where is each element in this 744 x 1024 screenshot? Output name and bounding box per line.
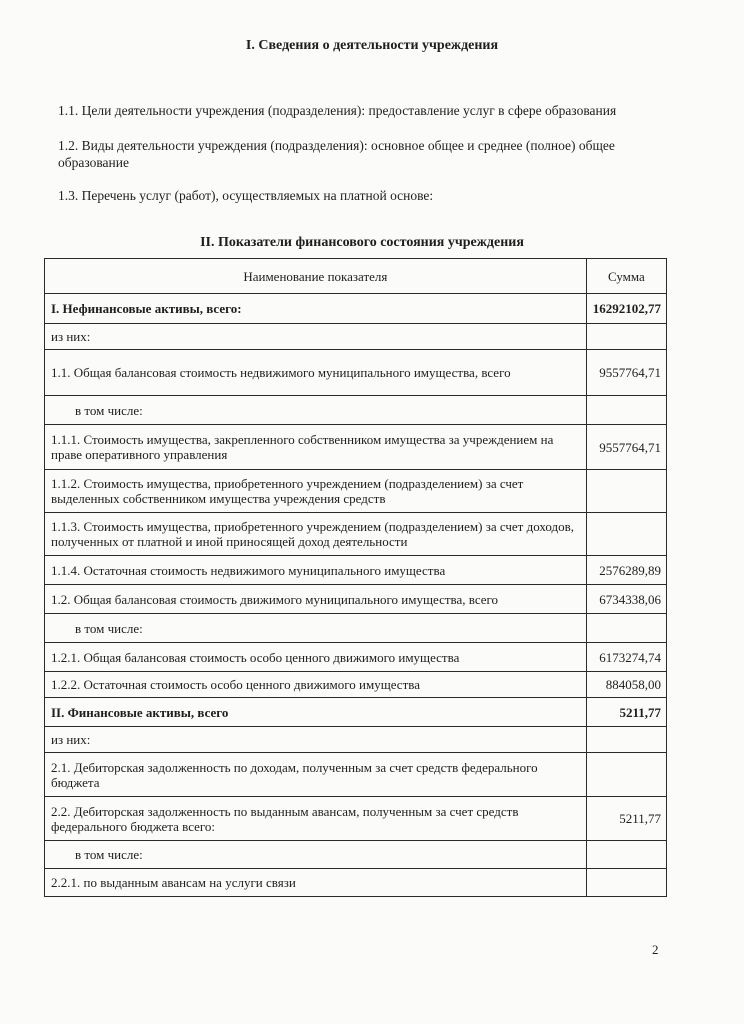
page-number: 2 bbox=[652, 942, 659, 957]
row-name: из них: bbox=[45, 324, 587, 350]
financial-indicators-table bbox=[44, 258, 667, 897]
row-sum bbox=[586, 470, 666, 513]
row-name: 2.2.1. по выданным авансам на услуги связи bbox=[45, 869, 587, 897]
table-row bbox=[45, 797, 667, 841]
row-name: II. Финансовые активы, всего bbox=[45, 698, 587, 727]
row-sum bbox=[586, 727, 666, 753]
row-name: 2.1. Дебиторская задолженность по доходам, полученным за счет средств федерального бюджета bbox=[45, 753, 587, 797]
paid-services-paragraph: 1.3. Перечень услуг (работ), осуществляемых на платной основе: bbox=[58, 188, 434, 203]
row-name: 2.2. Дебиторская задолженность по выданным авансам, полученным за счет средств федерального бюджета всего: bbox=[45, 797, 587, 841]
row-name: в том числе: bbox=[45, 841, 587, 869]
row-sum: 2576289,89 bbox=[586, 556, 666, 585]
table-row bbox=[45, 425, 667, 470]
row-name: из них: bbox=[45, 727, 587, 753]
table-row bbox=[45, 513, 667, 556]
row-sum: 6734338,06 bbox=[586, 585, 666, 614]
table-row bbox=[45, 350, 667, 396]
table-row bbox=[45, 643, 667, 672]
row-sum: 884058,00 bbox=[586, 672, 666, 698]
row-sum bbox=[586, 614, 666, 643]
row-name: 1.1.1. Стоимость имущества, закрепленного собственником имущества за учреждением на праве оперативного управления bbox=[45, 425, 587, 470]
table-row bbox=[45, 869, 667, 897]
header-sum: Сумма bbox=[586, 259, 666, 294]
row-sum: 5211,77 bbox=[586, 698, 666, 727]
row-sum: 16292102,77 bbox=[586, 294, 666, 324]
table-row bbox=[45, 585, 667, 614]
table-row bbox=[45, 324, 667, 350]
row-name: 1.1. Общая балансовая стоимость недвижимого муниципального имущества, всего bbox=[45, 350, 587, 396]
row-sum: 9557764,71 bbox=[586, 425, 666, 470]
table-row bbox=[45, 470, 667, 513]
row-name: в том числе: bbox=[45, 614, 587, 643]
row-name: 1.2.1. Общая балансовая стоимость особо ценного движимого имущества bbox=[45, 643, 587, 672]
section-2-title: II. Показатели финансового состояния учреждения bbox=[200, 235, 524, 250]
table-row bbox=[45, 753, 667, 797]
row-sum bbox=[586, 869, 666, 897]
table-row bbox=[45, 396, 667, 425]
row-sum bbox=[586, 753, 666, 797]
table-row bbox=[45, 294, 667, 324]
row-name: 1.1.2. Стоимость имущества, приобретенного учреждением (подразделением) за счет выделенных собственником имущества учреждения средств bbox=[45, 470, 587, 513]
row-name: I. Нефинансовые активы, всего: bbox=[45, 294, 587, 324]
row-sum bbox=[586, 396, 666, 425]
row-sum bbox=[586, 841, 666, 869]
table-row bbox=[45, 556, 667, 585]
row-name: 1.1.4. Остаточная стоимость недвижимого муниципального имущества bbox=[45, 556, 587, 585]
table-row bbox=[45, 841, 667, 869]
header-name: Наименование показателя bbox=[45, 259, 587, 294]
row-name: 1.2. Общая балансовая стоимость движимого муниципального имущества, всего bbox=[45, 585, 587, 614]
row-sum bbox=[586, 513, 666, 556]
row-sum: 5211,77 bbox=[586, 797, 666, 841]
row-sum bbox=[586, 324, 666, 350]
row-sum: 6173274,74 bbox=[586, 643, 666, 672]
section-1-title: I. Сведения о деятельности учреждения bbox=[245, 38, 499, 53]
row-name: 1.1.3. Стоимость имущества, приобретенного учреждением (подразделением) за счет доходов, полученных от платной и иной приносящей доход деятельности bbox=[45, 513, 587, 556]
activities-paragraph: 1.2. Виды деятельности учреждения (подразделения): основное общее и среднее (полное) общее образование bbox=[58, 138, 615, 170]
table-row bbox=[45, 727, 667, 753]
row-name: 1.2.2. Остаточная стоимость особо ценного движимого имущества bbox=[45, 672, 587, 698]
table-row bbox=[45, 672, 667, 698]
table-row bbox=[45, 698, 667, 727]
goals-paragraph: 1.1. Цели деятельности учреждения (подразделения): предоставление услуг в сфере образования bbox=[58, 103, 617, 118]
table-row bbox=[45, 614, 667, 643]
row-name: в том числе: bbox=[45, 396, 587, 425]
row-sum: 9557764,71 bbox=[586, 350, 666, 396]
table-header-row bbox=[45, 259, 667, 294]
